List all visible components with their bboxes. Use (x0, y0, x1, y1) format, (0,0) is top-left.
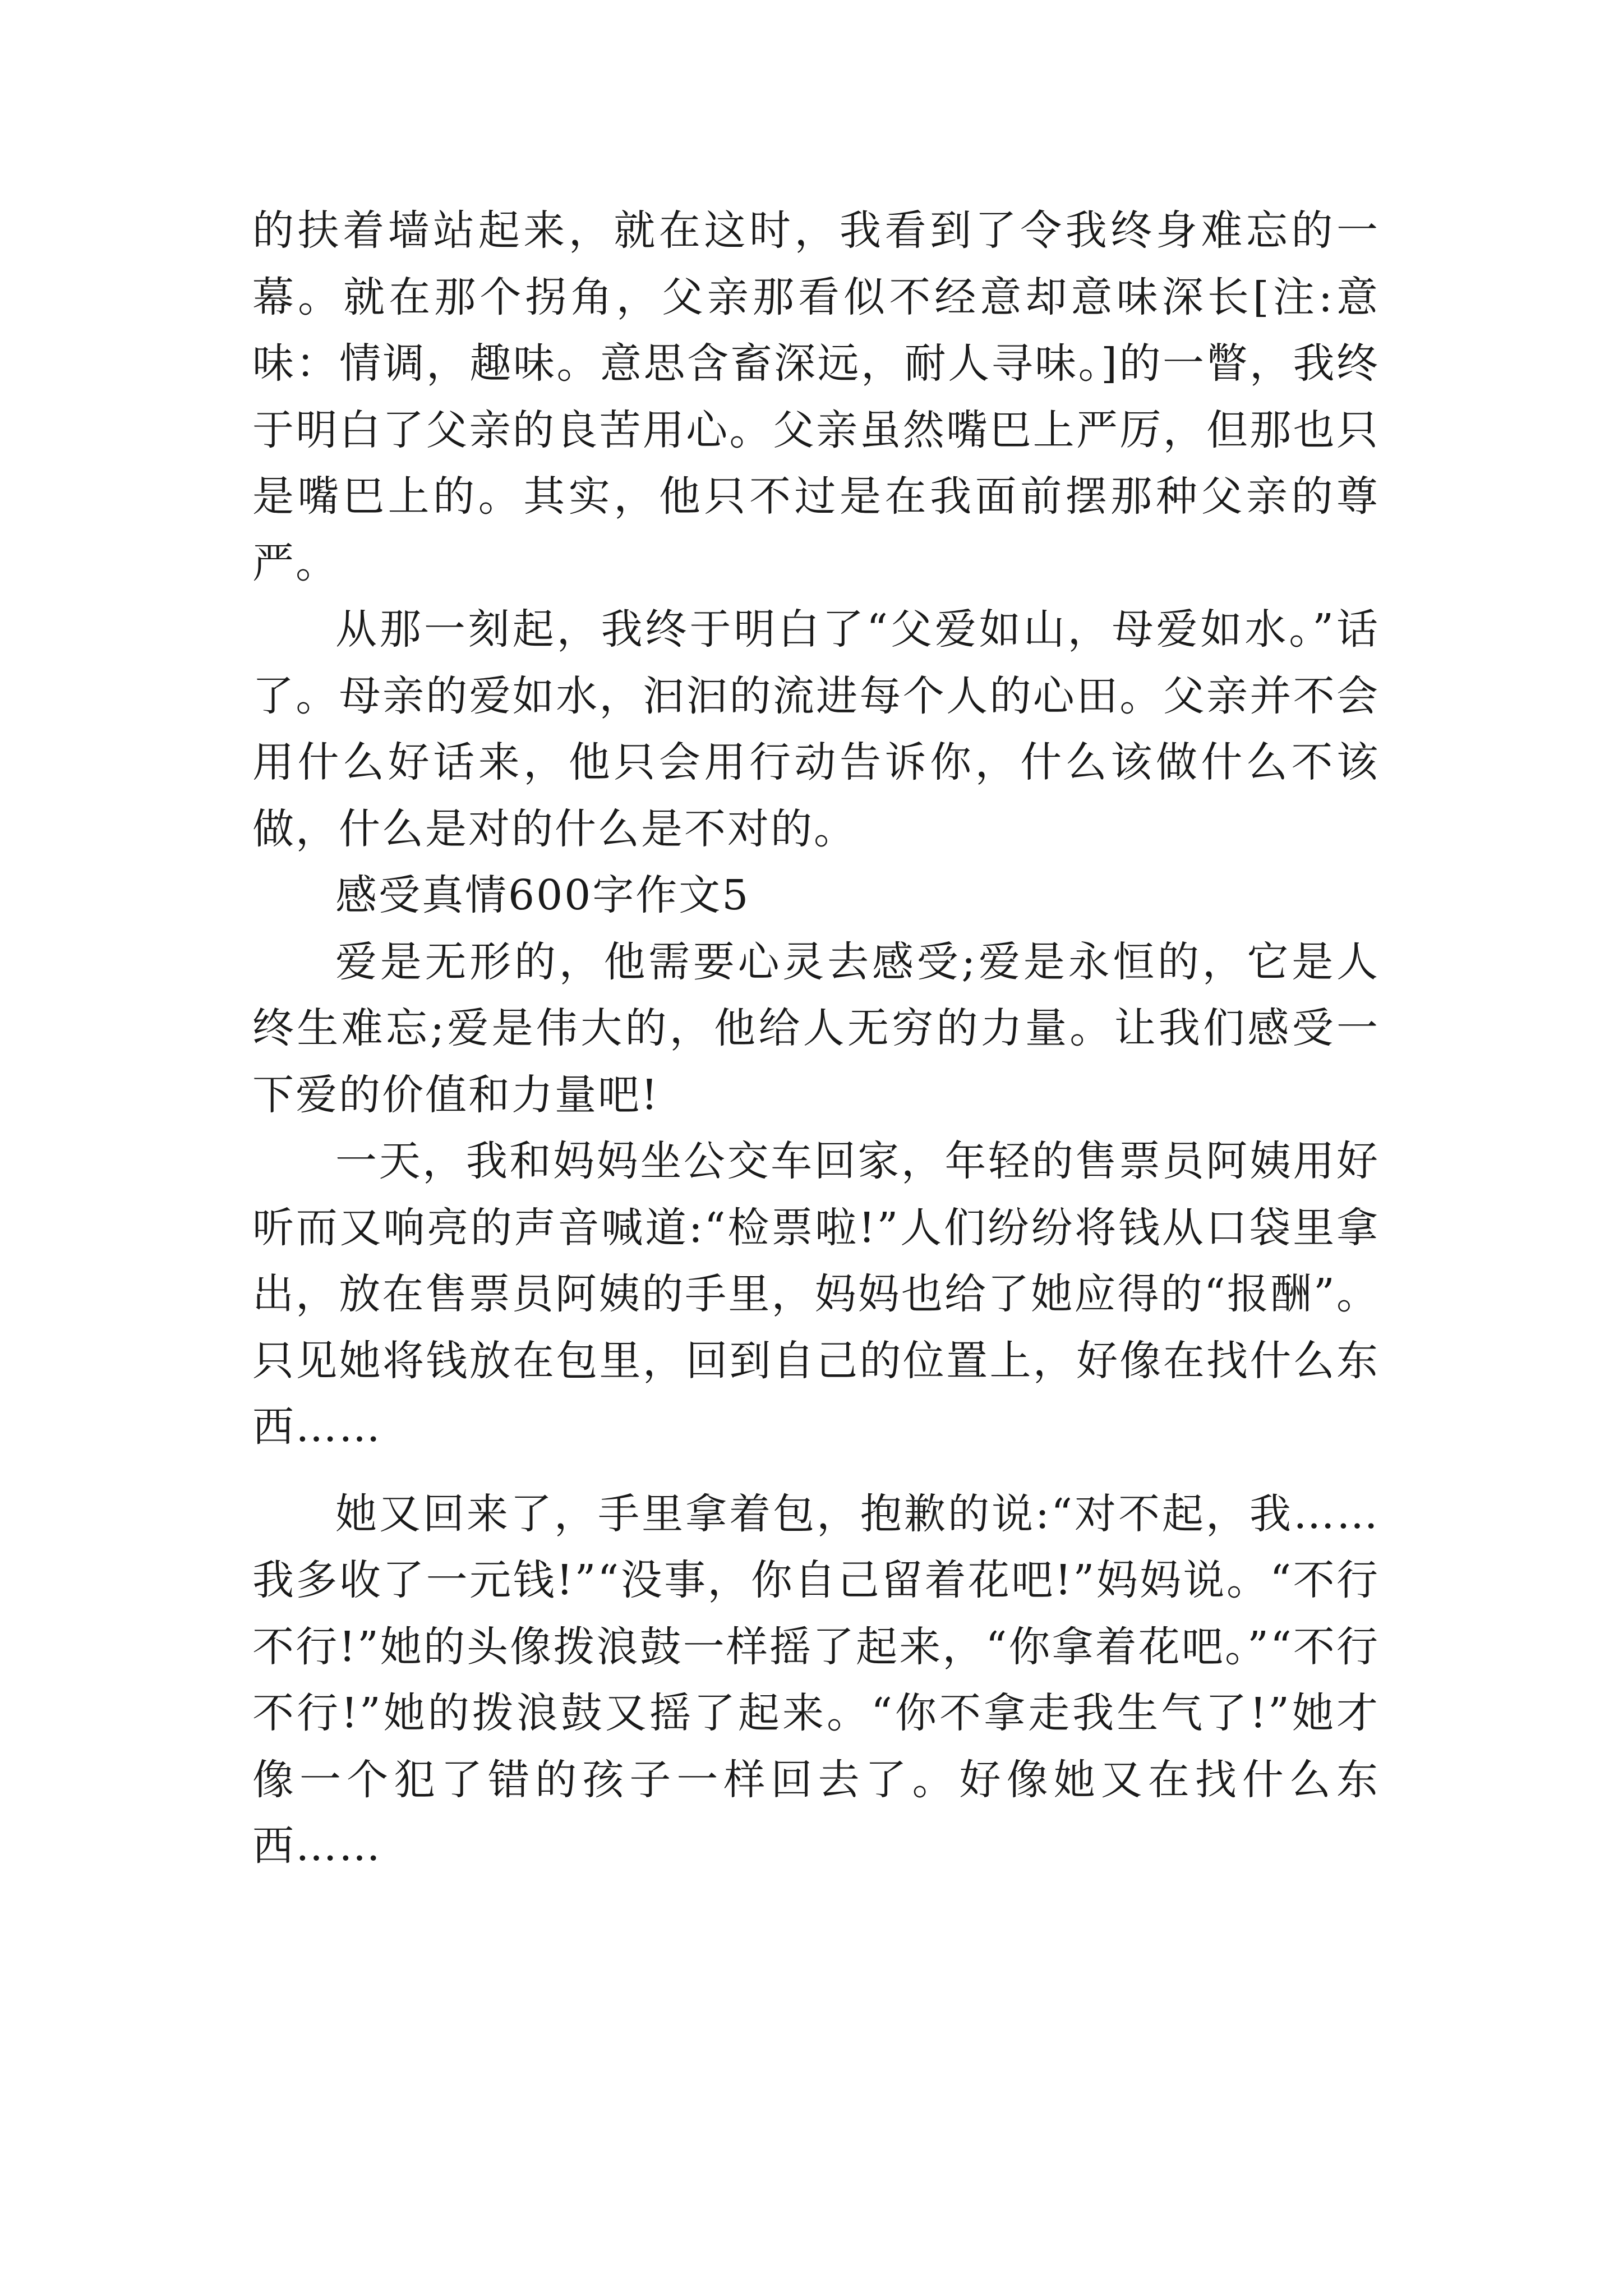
paragraph-father-love: 从那一刻起，我终于明白了“父爱如山，母爱如水。”话了。母亲的爱如水，汩汩的流进每个人的心田。父亲并不会用什么好话来，他只会用行动告诉你，什么该做什么不该做，什么是对的什么是不对的。 (252, 605, 1380, 853)
paragraph-conductor-return: 她又回来了，手里拿着包，抱歉的说:“对不起，我……我多收了一元钱!”“没事，你自己留着花吧!”妈妈说。“不行不行!”她的头像拨浪鼓一样摇了起来，“你拿着花吧。”“不行不行!”她的拨浪鼓又摇了起来。“你不拿走我生气了!”她才像一个犯了错的孩子一样回去了。好像她又在找什么东西…… (252, 1489, 1380, 1870)
document-body (252, 197, 1380, 1880)
paragraph-continuation: 的扶着墙站起来，就在这时，我看到了令我终身难忘的一幕。就在那个拐角，父亲那看似不经意却意味深长[注:意味：情调，趣味。意思含畜深远，耐人寻味。]的一瞥，我终于明白了父亲的良苦用心。父亲虽然嘴巴上严厉，但那也只是嘴巴上的。其实，他只不过是在我面前摆那种父亲的尊严。 (252, 206, 1380, 587)
paragraph-bus-story: 一天，我和妈妈坐公交车回家，年轻的售票员阿姨用好听而又响亮的声音喊道:“检票啦!”人们纷纷将钱从口袋里拿出，放在售票员阿姨的手里，妈妈也给了她应得的“报酬”。只见她将钱放在包里，回到自己的位置上，好像在找什么东西…… (252, 1137, 1380, 1451)
essay-heading: 感受真情600字作文5 (335, 871, 750, 919)
paragraph-love-intro: 爱是无形的，他需要心灵去感受;爱是永恒的，它是人终生难忘;爱是伟大的，他给人无穷的力量。让我们感受一下爱的价值和力量吧! (252, 937, 1380, 1119)
